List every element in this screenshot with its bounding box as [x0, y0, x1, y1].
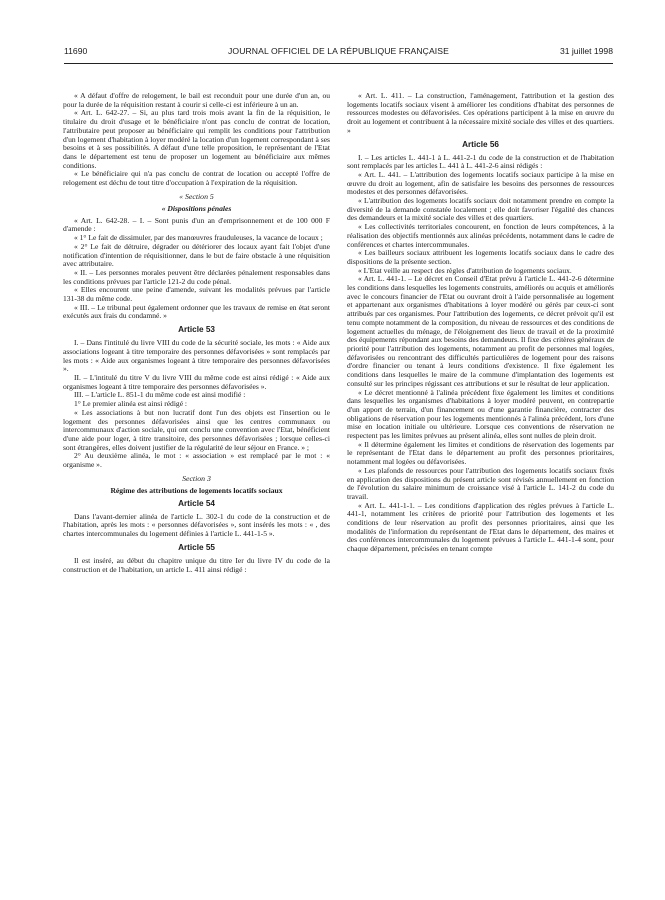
paragraph: « Les bailleurs sociaux attribuent les logements locatifs sociaux dans le cadre des dispositions de la présente section.	[347, 248, 614, 266]
paragraph: Il est inséré, au début du chapitre unique du titre Ier du livre IV du code de la construction et de l'habitation, un article L. 411 ainsi rédigé :	[63, 555, 330, 574]
section-heading: « Section 5	[179, 191, 214, 201]
paragraph: « Art. L. 642-28. – I. – Sont punis d'un an d'emprisonnement et de 100 000 F d'amende :	[63, 215, 330, 234]
paragraph: « Art. L. 441. – L'attribution des logements locatifs sociaux participe à la mise en œuvre du droit au logement, afin de satisfaire les besoins des personnes de ressources modestes et des personnes défavorisées.	[347, 169, 614, 197]
paragraph: Dans l'avant-dernier alinéa de l'article L. 302-1 du code de la construction et de l'habitation, après les mots : « personnes défavorisées », sont insérés les mots : « , des chartes intercommunales du logement définies à l'article L. 441-1-5 ».	[63, 511, 330, 539]
article-heading: Article 56	[462, 139, 499, 149]
section-subtitle: « Dispositions pénales	[161, 203, 232, 213]
page-header	[64, 46, 613, 60]
journal-title: JOURNAL OFFICIEL DE LA RÉPUBLIQUE FRANÇAISE	[228, 46, 449, 56]
article-heading: Article 55	[178, 542, 215, 552]
paragraph: « L'Etat veille au respect des règles d'attribution de logements sociaux.	[358, 265, 572, 275]
header-rule	[64, 63, 613, 64]
paragraph: II. – L'intitulé du titre V du livre VIII du même code est ainsi rédigé : « Aide aux organismes logeant à titre temporaire des personnes défavorisées ».	[63, 372, 330, 391]
paragraph: « 1° Le fait de dissimuler, par des manœuvres frauduleuses, la vacance de locaux ;	[74, 233, 323, 243]
paragraph: « Art. L. 441-1-1. – Les conditions d'application des règles prévues à l'article L. 441-1, notamment les critères de priorité pour l'attribution des logements et les conditions de leur réservation au profit des personnes prioritaires, ainsi que les modalités de l'information du représentant de l'Etat dans le département, des maires et des conférences intercommunales du logement prévues à l'article L. 441-1-4 sont, pour chaque département, précisées en tenant compte	[347, 500, 614, 554]
article-heading: Article 53	[178, 325, 215, 335]
paragraph: « Art. L. 441-1. – Le décret en Conseil d'Etat prévu à l'article L. 441-2-6 détermine les conditions dans lesquelles les logements construits, améliorés ou acquis et améliorés avec le concours financier de l'Etat ou ouvrant droit à l'aide personnalisée au logement et appartenant aux organismes d'habitations à loyer modéré ou gérés par ceux-ci sont attribués par ces organismes. Pour l'attribution des logements, ce décret prévoit qu'il est tenu compte notamment de la composition, du niveau de ressources et des conditions de logement actuelles du ménage, de l'éloignement des lieux de travail et de la proximité des équipements répondant aux besoins des demandeurs. Il fixe des critères généraux de priorité pour l'attribution des logements, notamment au profit de personnes mal logées, défavorisées ou rencontrant des difficultés particulières de logement pour des raisons d'ordre financier ou tenant à leurs conditions d'existence. Il fixe également les conditions dans lesquelles le maire de la commune d'implantation des logements est consulté sur les principes régissant ces attributions et sur le résultat de leur application.	[347, 274, 614, 388]
left-column	[63, 92, 330, 574]
paragraph: « Le décret mentionné à l'alinéa précédent fixe également les limites et conditions dans lesquelles les organismes d'habitations à loyer modéré peuvent, en contrepartie d'un apport de terrain, d'un financement ou d'une garantie financière, contracter des obligations de réservation pour les logements mentionnés à l'alinéa précédent, lors d'une mise en location initiale ou ultérieure. Lorsque ces conventions de réservation ne respectent pas les limites prévues au présent alinéa, elles sont nulles de plein droit.	[347, 387, 614, 441]
paragraph: « 2° Le fait de détruire, dégrader ou détériorer des locaux ayant fait l'objet d'une notification d'intention de réquisitionner, dans le but de faire obstacle à une réquisition avec attributaire.	[63, 241, 330, 269]
paragraph: « Les plafonds de ressources pour l'attribution des logements locatifs sociaux fixés en application des dispositions du présent article sont révisés annuellement en fonction de l'évolution du salaire minimum de croissance visé à l'article L. 141-2 du code du travail.	[347, 465, 614, 501]
paragraph: I. – Dans l'intitulé du livre VIII du code de la sécurité sociale, les mots : « Aide aux associations logeant à titre temporaire des personnes défavorisées » sont remplacés par les mots : « Aide aux organismes logeant à titre temporaire des personnes défavorisées ».	[63, 338, 330, 374]
paragraph: « L'attribution des logements locatifs sociaux doit notamment prendre en compte la diversité de la demande constatée localement ; elle doit favoriser l'égalité des chances des demandeurs et la mixité sociale des villes et des quartiers.	[347, 196, 614, 223]
paragraph: « Le bénéficiaire qui n'a pas conclu de contrat de location ou accepté l'offre de relogement est déchu de tout titre d'occupation à l'expiration de la réquisition.	[63, 169, 330, 188]
paragraph: « Elles encourent une peine d'amende, suivant les modalités prévues par l'article 131-38 du même code.	[63, 285, 330, 304]
paragraph: III. – L'article L. 851-1 du même code est ainsi modifié :	[74, 390, 246, 400]
paragraph: « A défaut d'offre de relogement, le bail est reconduit pour une durée d'un an, ou pour la durée de la réquisition restant à courir si celle-ci est inférieure à un an.	[63, 91, 330, 109]
publication-date: 31 juillet 1998	[559, 46, 613, 56]
paragraph: « Art. L. 642-27. – Si, au plus tard trois mois avant la fin de la réquisition, le titulaire du droit d'usage et le bénéficiaire n'ont pas conclu de contrat de location, l'attributaire peut proposer au bénéficiaire qui remplit les conditions pour l'attribution d'un logement d'habitation à loyer modéré la location d'un logement correspondant à ses besoins et à ses possibilités. A défaut d'une telle proposition, le représentant de l'Etat dans le département est tenu de proposer un logement au bénéficiaire aux mêmes conditions.	[63, 108, 330, 170]
page-number: 11690	[64, 46, 88, 56]
article-heading: Article 54	[178, 498, 215, 508]
section-heading: Section 3	[182, 473, 211, 483]
paragraph: « Il détermine également les limites et conditions de réservation des logements par le représentant de l'Etat dans le département au profit des personnes prioritaires, notamment mal logées ou défavorisées.	[347, 439, 614, 467]
paragraph: 1° Le premier alinéa est ainsi rédigé :	[74, 399, 188, 409]
right-column	[347, 92, 614, 554]
section-subtitle: Régime des attributions de logements locatifs sociaux	[110, 485, 283, 495]
paragraph: « Les associations à but non lucratif dont l'un des objets est l'insertion ou le logement des personnes défavorisées ainsi que les centres communaux ou intercommunaux d'action sociale, qui ont conclu une convention avec l'Etat, bénéficient d'une aide pour loger, à titre transitoire, des personnes défavorisées ; lorsque celles-ci sont étrangères, elles doivent justifier de la régularité de leur séjour en France. » ;	[63, 407, 330, 452]
paragraph: « II. – Les personnes morales peuvent être déclarées pénalement responsables dans les conditions prévues par l'article 121-2 du code pénal.	[63, 267, 330, 286]
paragraph: I. – Les articles L. 441-1 à L. 441-2-1 du code de la construction et de l'habitation sont remplacés par les articles L. 441 à L. 441-2-6 ainsi rédigés :	[347, 152, 614, 171]
paragraph: « Art. L. 411. – La construction, l'aménagement, l'attribution et la gestion des logements locatifs sociaux visent à améliorer les conditions d'habitat des personnes de ressources modestes ou défavorisées. Ces opérations participent à la mise en œuvre du droit au logement et contribuent à la nécessaire mixité sociale des villes et des quartiers. »	[347, 91, 614, 135]
paragraph: « III. – Le tribunal peut également ordonner que les travaux de remise en état seront exécutés aux frais du condamné. »	[63, 302, 330, 321]
paragraph: « Les collectivités territoriales concourent, en fonction de leurs compétences, à la réalisation des objectifs mentionnés aux alinéas précédents, notamment dans le cadre de conférences et chartes intercommunales.	[347, 222, 614, 249]
paragraph: 2° Au deuxième alinéa, le mot : « association » est remplacé par le mot : « organisme ».	[63, 451, 330, 470]
